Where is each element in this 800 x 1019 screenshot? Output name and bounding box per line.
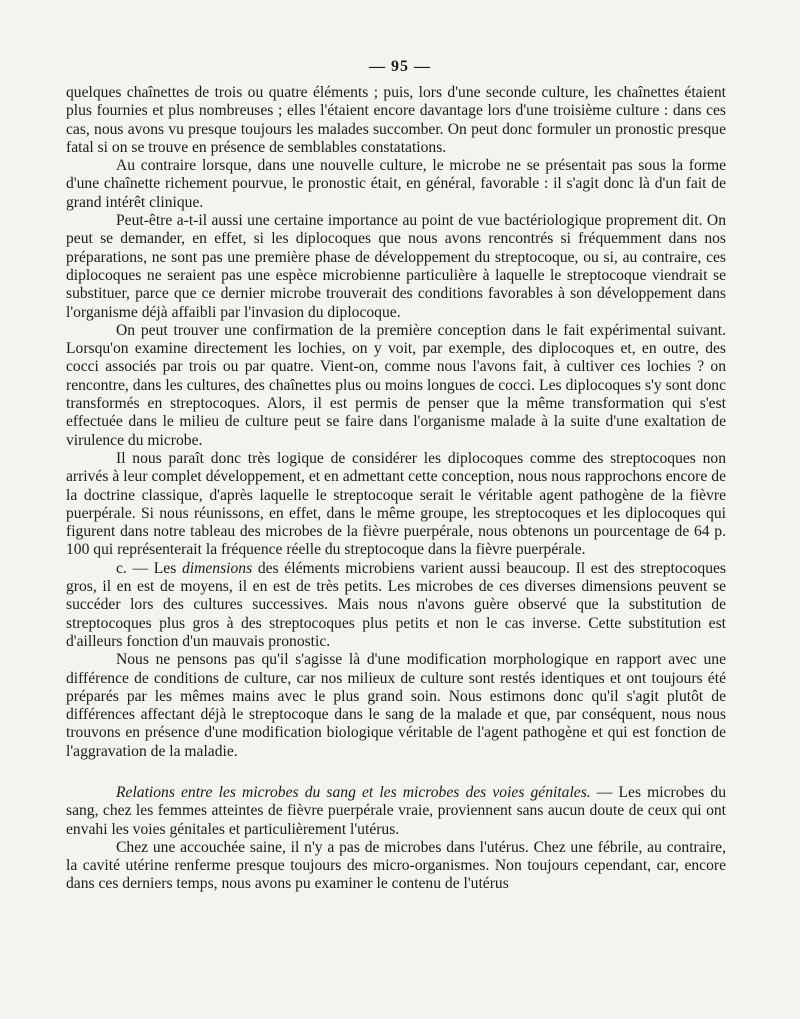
page-number: — 95 — [369, 58, 431, 75]
paragraph-relations [66, 784, 726, 839]
paragraph-continuation: quelques chaînettes de trois ou quatre éléments ; puis, lors d'une seconde culture, les chaînettes étaient plus fournies et plus nombreuses ; elles l'étaient encore davantage lors d'une troisième culture : dans ces cas, nous avons vu presque toujours les malades succomber. On peut donc formuler un pronostic presque fatal si on se trouve en présence de semblables constatations. [66, 84, 726, 156]
paragraph-prognosis: Au contraire lorsque, dans une nouvelle culture, le microbe ne se présentait pas sous la forme d'une chaînette richement pourvue, le pronostic était, en général, favorable : il s'agit donc là d'un fait de grand intérêt clinique. [66, 157, 726, 211]
relations-text: — Les microbes du sang, chez les femmes atteintes de fièvre puerpérale vraie, proviennent sans aucun doute de ceux qui ont envahi les voies génitales et particulièrement l'utérus. [66, 783, 726, 838]
paragraph-bacteriology: Peut-être a-t-il aussi une certaine importance au point de vue bactériologique proprement dit. On peut se demander, en effet, si les diplocoques que nous avons rencontrés si fréquemment dans nos préparations, ne sont pas une première phase de développement du streptocoque, ou si, au contraire, ces diplocoques ne seraient pas une espèce microbienne particulière à laquelle le streptocoque viendrait se substituer, parce que ce dernier microbe trouverait des conditions favorables à son développement dans l'organisme déjà affaibli par l'invasion du diplocoque. [66, 212, 726, 321]
paragraph-morphology: Nous ne pensons pas qu'il s'agisse là d'une modification morphologique en rapport avec une différence de conditions de culture, car nos milieux de culture sont restés identiques et ont toujours été préparés par les mêmes mains avec le plus grand soin. Nous estimons donc qu'il s'agit plutôt de différences affectant déjà le streptocoque dans le sang de la malade et que, par conséquent, nous nous trouvons en présence d'une modification biologique véritable de l'agent pathogène et qui est fonction de l'aggravation de la maladie. [66, 651, 726, 760]
dimensions-prefix: c. — Les [116, 559, 182, 577]
dimensions-emphasis: dimensions [181, 559, 253, 577]
dimensions-text: des éléments microbiens varient aussi beaucoup. Il est des streptocoques gros, il en est de moyens, il en est de très petits. Les microbes de ces diverses dimensions peuvent se succéder lors des cultures successives. Mais nous n'avons guère observé que la substitution de streptocoques plus gros à des streptocoques plus petits et non le cas inverse. Cette substitution est d'ailleurs fonction d'un mauvais pronostic. [66, 559, 726, 650]
paragraph-experimental-fact: On peut trouver une confirmation de la première conception dans le fait expérimental suivant. Lorsqu'on examine directement les lochies, on y voit, par exemple, des diplocoques et, en outre, des cocci associés par trois ou par quatre. Vient-on, comme nous l'avons fait, à cultiver ces lochies ? on rencontre, dans les cultures, des chaînettes plus ou moins longues de cocci. Les diplocoques s'y sont donc transformés en streptocoques. Alors, il est permis de penser que la même transformation qui s'est effectuée dans le milieu de culture peut se faire dans l'organisme malade à la suite d'une exaltation de virulence du microbe. [66, 321, 726, 449]
body-text [66, 84, 726, 894]
section-heading: Relations entre les microbes du sang et les microbes des voies génitales. [116, 783, 591, 801]
paragraph-uterus: Chez une accouchée saine, il n'y a pas de microbes dans l'utérus. Chez une fébrile, au contraire, la cavité utérine renferme presque toujours des micro-organismes. Non toujours cependant, car, encore dans ces derniers temps, nous avons pu examiner le contenu de l'utérus [66, 838, 726, 893]
paragraph-diplococci: Il nous paraît donc très logique de considérer les diplocoques comme des streptocoques non arrivés à leur complet développement, et en admettant cette conception, nous nous rapprochons encore de la doctrine classique, d'après laquelle le streptocoque serait le véritable agent pathogène de la fièvre puerpérale. Si nous réunissons, en effet, dans le même groupe, les streptocoques et les diplocoques qui figurent dans notre tableau des microbes de la fièvre puerpérale, nous obtenons un pourcentage de 64 p. 100 qui représenterait la fréquence réelle du streptocoque dans la fièvre puerpérale. [66, 449, 726, 559]
paragraph-dimensions [66, 560, 726, 651]
